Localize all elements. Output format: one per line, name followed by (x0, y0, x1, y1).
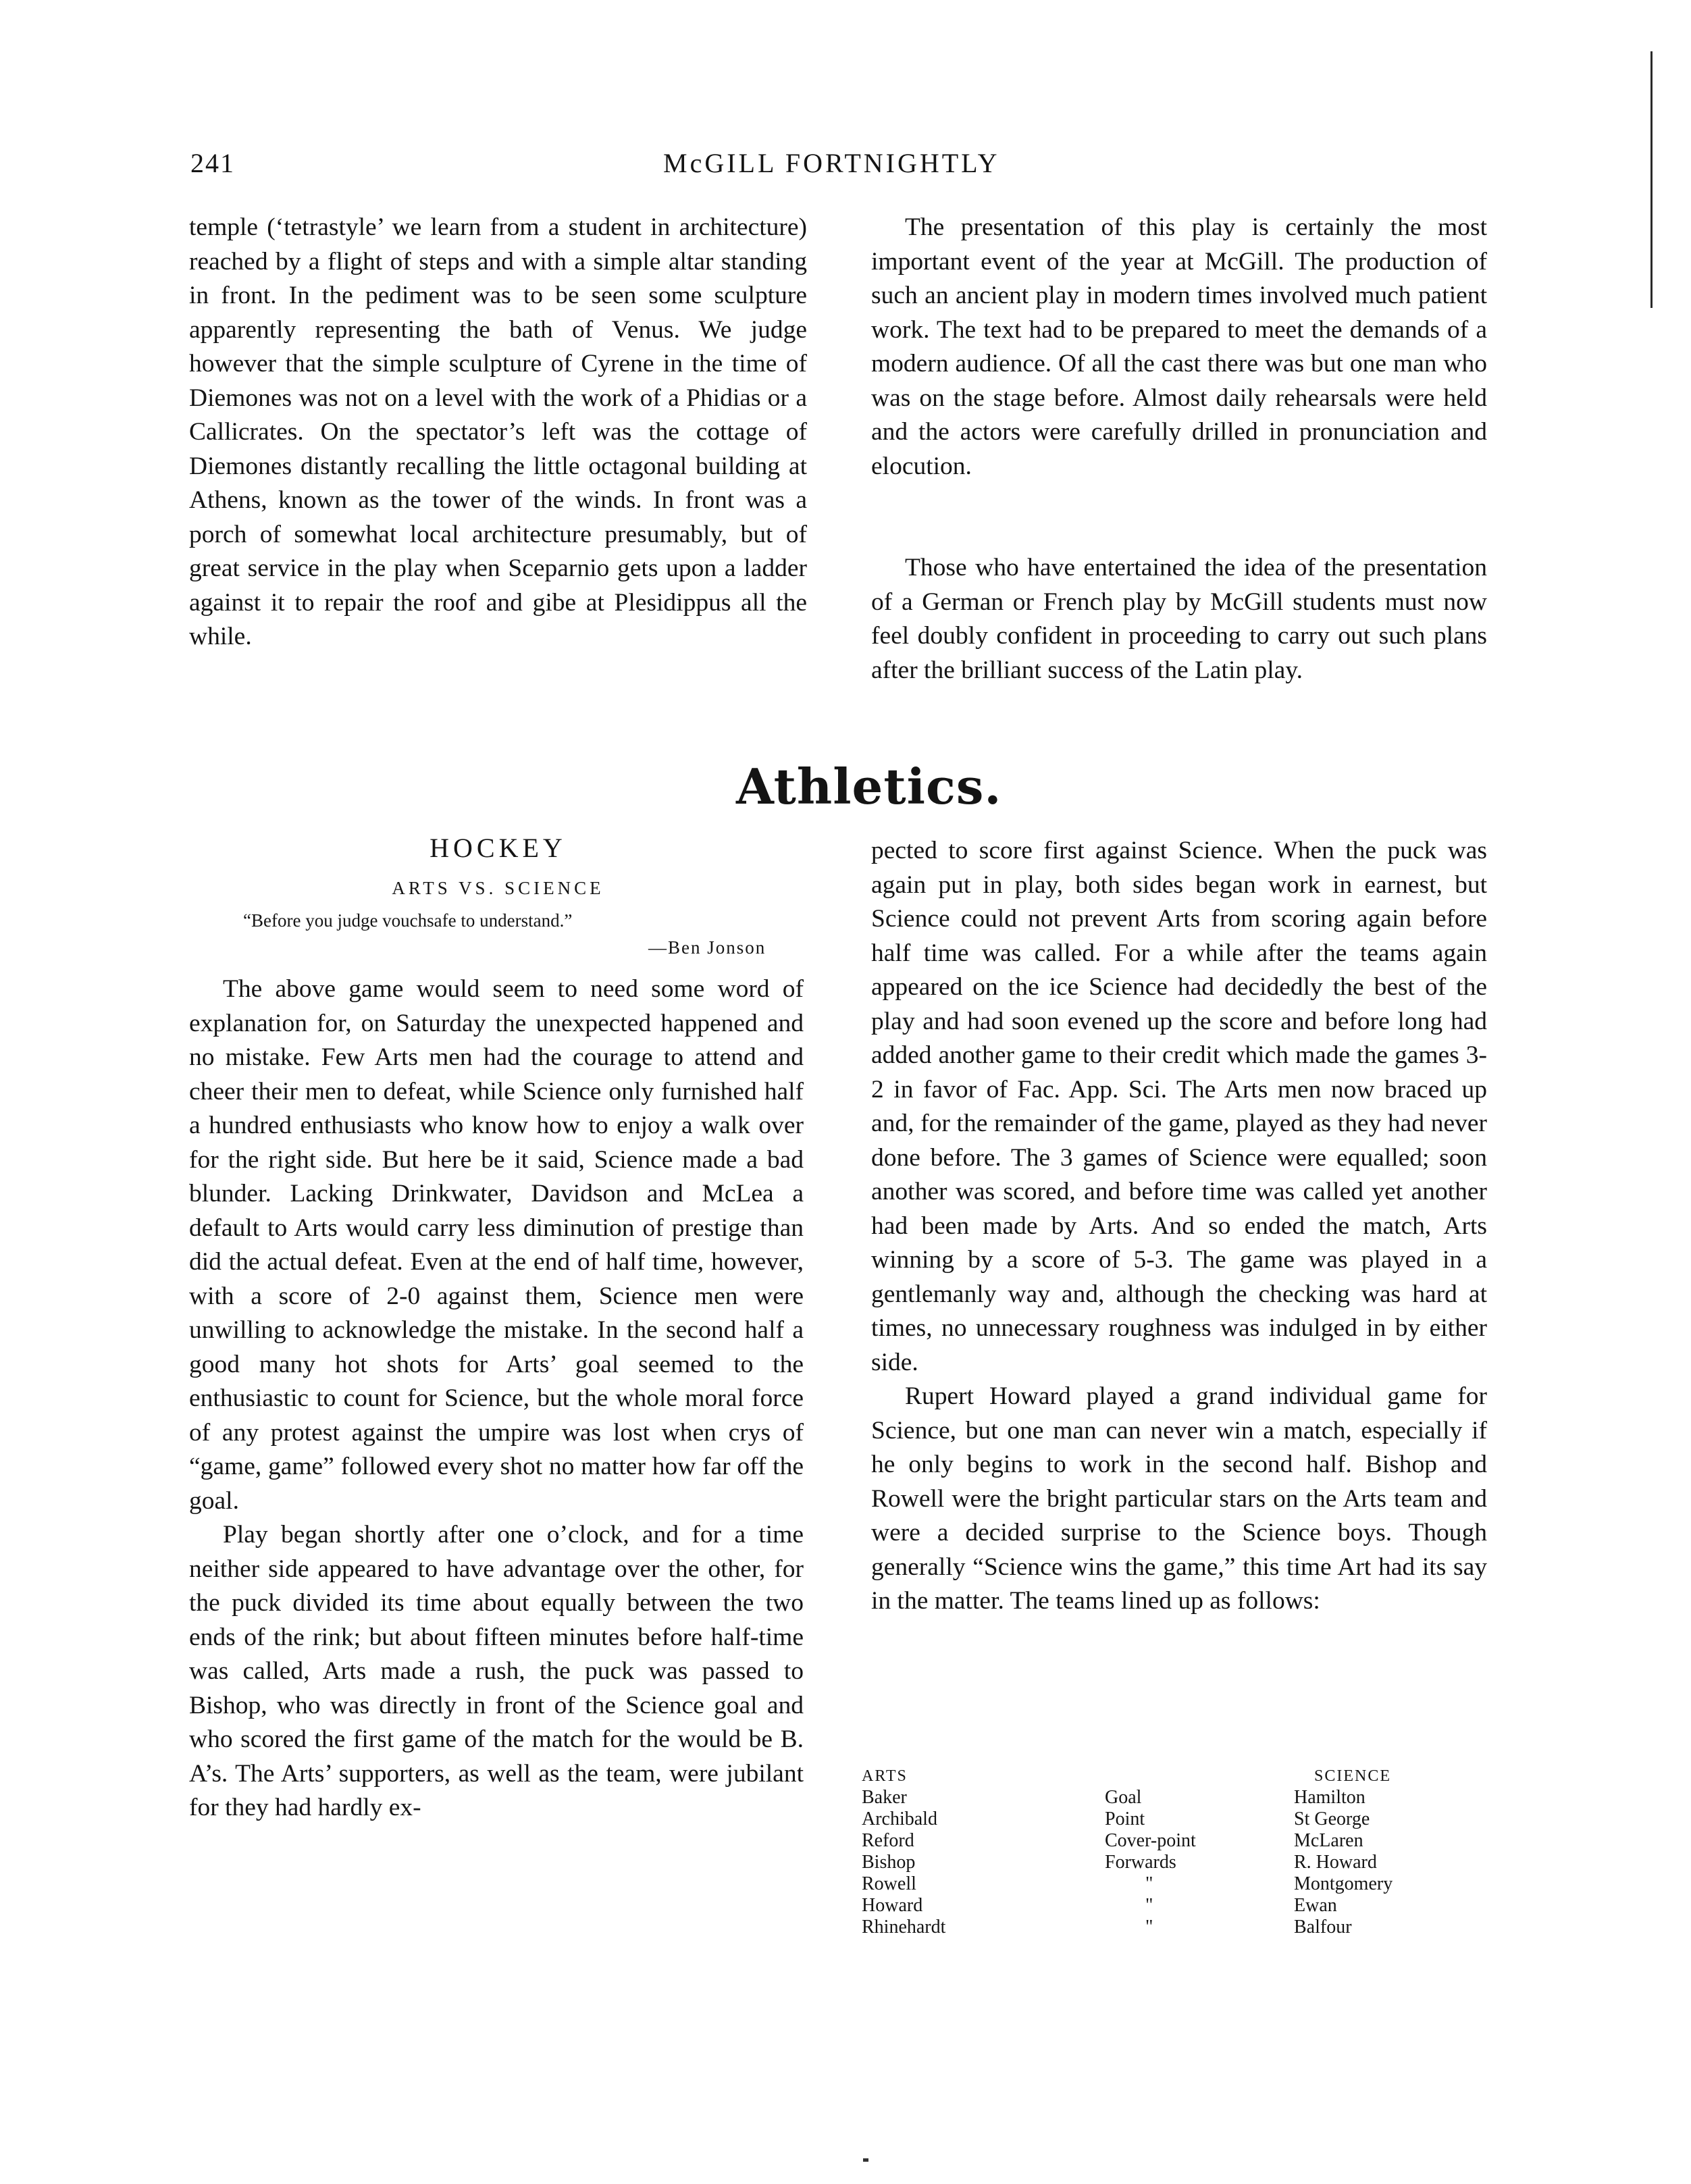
science-lineup-column (1294, 1765, 1393, 1938)
science-player: Montgomery (1294, 1873, 1393, 1894)
science-player: R. Howard (1294, 1852, 1377, 1873)
position-label: " (1145, 1895, 1153, 1916)
presentation-paragraph: The presentation of this play is certainly the most important event of the year at McGill. The production of such an ancient play in modern times involved much patient work. The text had to be prepared to meet the demands of a modern audience. Of all the cast there was but one man who was on the stage before. Almost daily rehearsals were held and the actors were carefully drilled in pronunciation and elocution. (871, 213, 1487, 480)
epigraph-author: —Ben Jonson (648, 937, 766, 958)
position-label: Forwards (1105, 1852, 1176, 1873)
continuation-left-paragraph: temple (‘tetrastyle’ we learn from a student in architecture) reached by a flight of steps and with a simple altar standing in front. In the pediment was to be seen some sculpture apparently representing the bath of Venus. We judge however that the simple sculpture of Cyrene in the time of Diemones was not on a level with the work of a Phidias or a Callicrates. On the spectator’s left was the cottage of Diemones distantly recalling the little octagonal building at Athens, known as the tower of the winds. In front was a porch of somewhat local architecture presumably, but of great service in the play when Sceparnio gets upon a ladder against it to repair the roof and gibe at Plesidippus all the while. (189, 213, 807, 650)
arts-player: Bishop (862, 1852, 916, 1873)
arts-lineup-column (862, 1765, 945, 1938)
foreign-play-paragraph: Those who have entertained the idea of the presentation of a German or French play by McGill students must now feel doubly confident in proceeding to carry out such plans after the brilliant success of the Latin play. (871, 554, 1487, 684)
position-label: " (1145, 1917, 1153, 1938)
hockey-article-title: HOCKEY (430, 833, 567, 863)
paragraph-spacer (871, 484, 1487, 551)
positions-header-spacer (1105, 1765, 1196, 1787)
arts-player: Howard (862, 1895, 923, 1916)
science-player: St George (1294, 1809, 1370, 1829)
epigraph-quote: “Before you judge vouchsafe to understand.” (243, 910, 573, 931)
positions-column (1105, 1765, 1196, 1938)
science-player: Ewan (1294, 1895, 1337, 1916)
arts-player: Rhinehardt (862, 1917, 946, 1938)
page-number: 241 (190, 148, 235, 178)
athletics-section-title: Athletics. (736, 758, 1002, 815)
arts-header: ARTS (862, 1767, 908, 1785)
position-label: Goal (1105, 1787, 1142, 1808)
continuation-right-column (871, 211, 1487, 687)
position-label: " (1145, 1873, 1153, 1894)
science-player: McLaren (1294, 1830, 1363, 1851)
position-label: Point (1105, 1809, 1145, 1829)
science-player: Balfour (1294, 1917, 1352, 1938)
hockey-paragraph-play: Play began shortly after one o’clock, and for a time neither side appeared to have advantage over the other, for the puck divided its time about equally between the two ends of the rink; but about fifteen minutes before half-time was called, Arts made a rush, the puck was passed to Bishop, who was directly in front of the Science goal and who scored the first game of the match for the would be B. A’s. The Arts’ supporters, as well as the team, were jubilant for they had hardly ex- (189, 1521, 804, 1821)
hockey-paragraph-players: Rupert Howard played a grand individual game for Science, but one man can never win a match, especially if he only begins to work in the second half. Bishop and Rowell were the bright particular stars on the Arts team and were a decided surprise to the Science boys. Though generally “Science wins the game,” this time Art had its say in the matter. The teams lined up as follows: (871, 1382, 1487, 1615)
science-header: SCIENCE (1314, 1767, 1392, 1785)
arts-player: Rowell (862, 1873, 916, 1894)
arts-player: Baker (862, 1787, 907, 1808)
scan-edge-mark (1650, 51, 1653, 308)
hockey-paragraph-continued: pected to score first against Science. When the puck was again put in play, both sides began work in earnest, but Science could not prevent Arts from scoring again before half time was called. For a while after the teams again appeared on the ice Science had decidedly the best of the play and had soon evened up the score and before long had added another game to their credit which made the games 3-2 in favor of Fac. App. Sci. The Arts men now braced up and, for the remainder of the game, played as they had never done before. The 3 games of Science were equalled; soon another was scored, and before time was called yet another had been made by Arts. And so ended the match, Arts winning by a score of 5-3. The game was played in a gentlemanly way and, although the checking was hard at times, no unnecessary roughness was indulged in by either side. (871, 837, 1487, 1376)
hockey-left-column (189, 972, 804, 1825)
match-title: ARTS VS. SCIENCE (392, 878, 604, 898)
scan-speck (863, 2158, 868, 2162)
hockey-paragraph-explanation: The above game would seem to need some word of explanation for, on Saturday the unexpected happened and no mistake. Few Arts men had the courage to attend and cheer their men to defeat, while Science only furnished half a hundred enthusiasts who know how to enjoy a walk over for the right side. But here be it said, Science made a bad blunder. Lacking Drinkwater, Davidson and McLea a default to Arts would carry less diminution of prestige than did the actual defeat. Even at the end of half time, however, with a score of 2-0 against them, Science men were unwilling to acknowledge the mistake. In the second half a good many hot shots for Arts’ goal seemed to the enthusiastic to count for Science, but the whole moral force of any protest against the umpire was lost when crys of “game, game” followed every shot no matter how far off the goal. (189, 975, 804, 1515)
position-label: Cover-point (1105, 1830, 1196, 1851)
science-player: Hamilton (1294, 1787, 1365, 1808)
arts-player: Reford (862, 1830, 914, 1851)
running-head: McGILL FORTNIGHTLY (663, 148, 1000, 178)
arts-player: Archibald (862, 1809, 937, 1829)
hockey-right-column (871, 834, 1487, 1619)
continuation-left-column (189, 211, 807, 654)
